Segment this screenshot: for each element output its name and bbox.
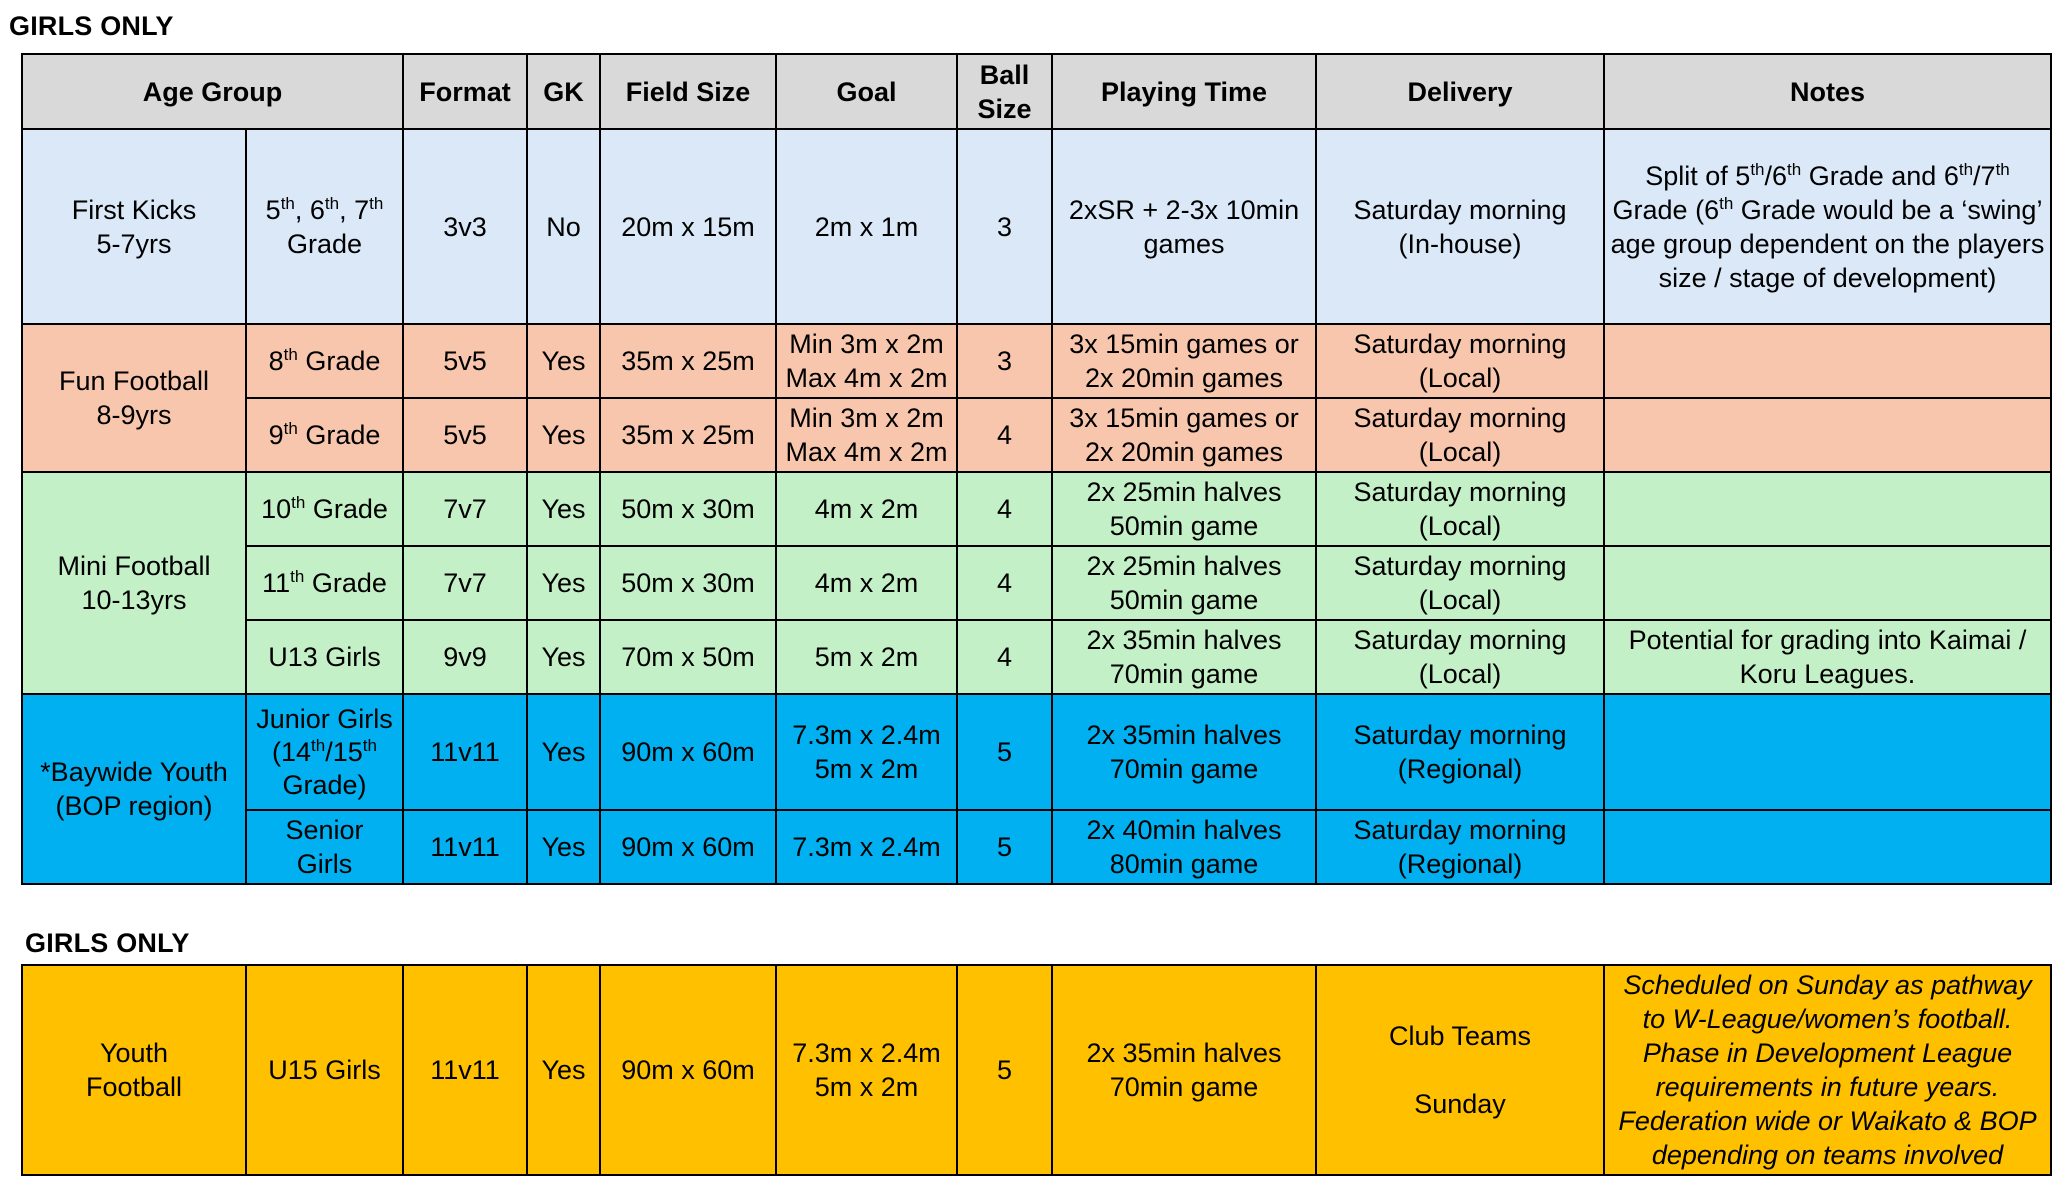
header-playing-time: Playing Time [1052, 54, 1316, 129]
youth-football-table [21, 964, 2052, 1176]
format-cell: 3v3 [403, 129, 527, 324]
age-group-mini-football: Mini Football 10-13yrs [22, 472, 246, 694]
goal-cell: 7.3m x 2.4m 5m x 2m [776, 965, 957, 1175]
field-size-cell: 90m x 60m [600, 965, 776, 1175]
goal-cell: 7.3m x 2.4m [776, 810, 957, 884]
ball-size-cell: 4 [957, 472, 1052, 546]
ball-size-cell: 5 [957, 965, 1052, 1175]
goal-cell: Min 3m x 2m Max 4m x 2m [776, 398, 957, 472]
playing-time-cell: 2x 35min halves 70min game [1052, 694, 1316, 810]
playing-time-cell: 3x 15min games or 2x 20min games [1052, 398, 1316, 472]
header-row [22, 54, 2051, 129]
delivery-cell: Saturday morning (In-house) [1316, 129, 1604, 324]
delivery-cell: Saturday morning (Local) [1316, 398, 1604, 472]
field-size-cell: 90m x 60m [600, 694, 776, 810]
grade-cell: 10th Grade [246, 472, 403, 546]
notes-cell [1604, 810, 2051, 884]
format-cell: 9v9 [403, 620, 527, 694]
delivery-cell: Saturday morning (Local) [1316, 324, 1604, 398]
playing-time-cell: 2x 25min halves 50min game [1052, 472, 1316, 546]
delivery-cell: Saturday morning (Local) [1316, 472, 1604, 546]
age-group-fun-football: Fun Football 8-9yrs [22, 324, 246, 472]
age-group-youth-football: Youth Football [22, 965, 246, 1175]
notes-cell: Potential for grading into Kaimai / Koru Leagues. [1604, 620, 2051, 694]
goal-cell: 4m x 2m [776, 546, 957, 620]
section-title-2: GIRLS ONLY [25, 928, 190, 958]
grade-cell: Junior Girls (14th/15th Grade) [246, 694, 403, 810]
table-row [22, 810, 2051, 884]
playing-time-cell: 2xSR + 2-3x 10min games [1052, 129, 1316, 324]
header-age-group: Age Group [22, 54, 403, 129]
gk-cell: Yes [527, 324, 600, 398]
section-title-1: GIRLS ONLY [9, 11, 174, 41]
field-size-cell: 50m x 30m [600, 472, 776, 546]
field-size-cell: 90m x 60m [600, 810, 776, 884]
header-goal: Goal [776, 54, 957, 129]
gk-cell: Yes [527, 472, 600, 546]
format-cell: 5v5 [403, 324, 527, 398]
notes-cell [1604, 694, 2051, 810]
ball-size-cell: 5 [957, 694, 1052, 810]
delivery-cell: Saturday morning (Local) [1316, 620, 1604, 694]
delivery-cell: Club Teams Sunday [1316, 965, 1604, 1175]
delivery-cell: Saturday morning (Local) [1316, 546, 1604, 620]
goal-cell: 2m x 1m [776, 129, 957, 324]
playing-time-cell: 2x 25min halves 50min game [1052, 546, 1316, 620]
header-field-size: Field Size [600, 54, 776, 129]
header-notes: Notes [1604, 54, 2051, 129]
field-size-cell: 35m x 25m [600, 398, 776, 472]
delivery-cell: Saturday morning (Regional) [1316, 694, 1604, 810]
goal-cell: Min 3m x 2m Max 4m x 2m [776, 324, 957, 398]
notes-cell [1604, 546, 2051, 620]
notes-cell [1604, 398, 2051, 472]
field-size-cell: 35m x 25m [600, 324, 776, 398]
field-size-cell: 20m x 15m [600, 129, 776, 324]
playing-time-cell: 3x 15min games or 2x 20min games [1052, 324, 1316, 398]
gk-cell: Yes [527, 965, 600, 1175]
notes-cell: Scheduled on Sunday as pathway to W-League/women’s football. Phase in Development League requirements in future years. Federation wide or Waikato & BOP depending on teams involved [1604, 965, 2051, 1175]
goal-cell: 4m x 2m [776, 472, 957, 546]
format-cell: 7v7 [403, 546, 527, 620]
field-size-cell: 50m x 30m [600, 546, 776, 620]
gk-cell: No [527, 129, 600, 324]
format-cell: 5v5 [403, 398, 527, 472]
grade-cell: 9th Grade [246, 398, 403, 472]
table-row [22, 965, 2051, 1175]
header-ball-size: Ball Size [957, 54, 1052, 129]
gk-cell: Yes [527, 694, 600, 810]
format-cell: 7v7 [403, 472, 527, 546]
notes-cell [1604, 324, 2051, 398]
table-row [22, 398, 2051, 472]
notes-cell [1604, 472, 2051, 546]
age-group-baywide-youth: *Baywide Youth (BOP region) [22, 694, 246, 884]
ball-size-cell: 4 [957, 620, 1052, 694]
playing-time-cell: 2x 35min halves 70min game [1052, 965, 1316, 1175]
format-cell: 11v11 [403, 694, 527, 810]
grade-cell: 11th Grade [246, 546, 403, 620]
ball-size-cell: 3 [957, 324, 1052, 398]
gk-cell: Yes [527, 398, 600, 472]
table-row [22, 129, 2051, 324]
table-row [22, 472, 2051, 546]
goal-cell: 5m x 2m [776, 620, 957, 694]
gk-cell: Yes [527, 810, 600, 884]
ball-size-cell: 4 [957, 398, 1052, 472]
field-size-cell: 70m x 50m [600, 620, 776, 694]
ball-size-cell: 3 [957, 129, 1052, 324]
header-gk: GK [527, 54, 600, 129]
format-cell: 11v11 [403, 810, 527, 884]
header-delivery: Delivery [1316, 54, 1604, 129]
table-row [22, 694, 2051, 810]
ball-size-cell: 4 [957, 546, 1052, 620]
gk-cell: Yes [527, 620, 600, 694]
gk-cell: Yes [527, 546, 600, 620]
format-cell: 11v11 [403, 965, 527, 1175]
delivery-cell: Saturday morning (Regional) [1316, 810, 1604, 884]
age-group-first-kicks: First Kicks 5-7yrs [22, 129, 246, 324]
goal-cell: 7.3m x 2.4m 5m x 2m [776, 694, 957, 810]
table-row [22, 324, 2051, 398]
playing-time-cell: 2x 35min halves 70min game [1052, 620, 1316, 694]
header-format: Format [403, 54, 527, 129]
grade-cell: U13 Girls [246, 620, 403, 694]
grade-cell: Senior Girls [246, 810, 403, 884]
table-row [22, 620, 2051, 694]
notes-cell: Split of 5th/6th Grade and 6th/7th Grade (6th Grade would be a ‘swing’ age group dependent on the players size / stage of development) [1604, 129, 2051, 324]
table-row [22, 546, 2051, 620]
grade-cell: 5th, 6th, 7th Grade [246, 129, 403, 324]
playing-time-cell: 2x 40min halves 80min game [1052, 810, 1316, 884]
grade-cell: U15 Girls [246, 965, 403, 1175]
age-group-table [21, 53, 2052, 885]
ball-size-cell: 5 [957, 810, 1052, 884]
grade-cell: 8th Grade [246, 324, 403, 398]
